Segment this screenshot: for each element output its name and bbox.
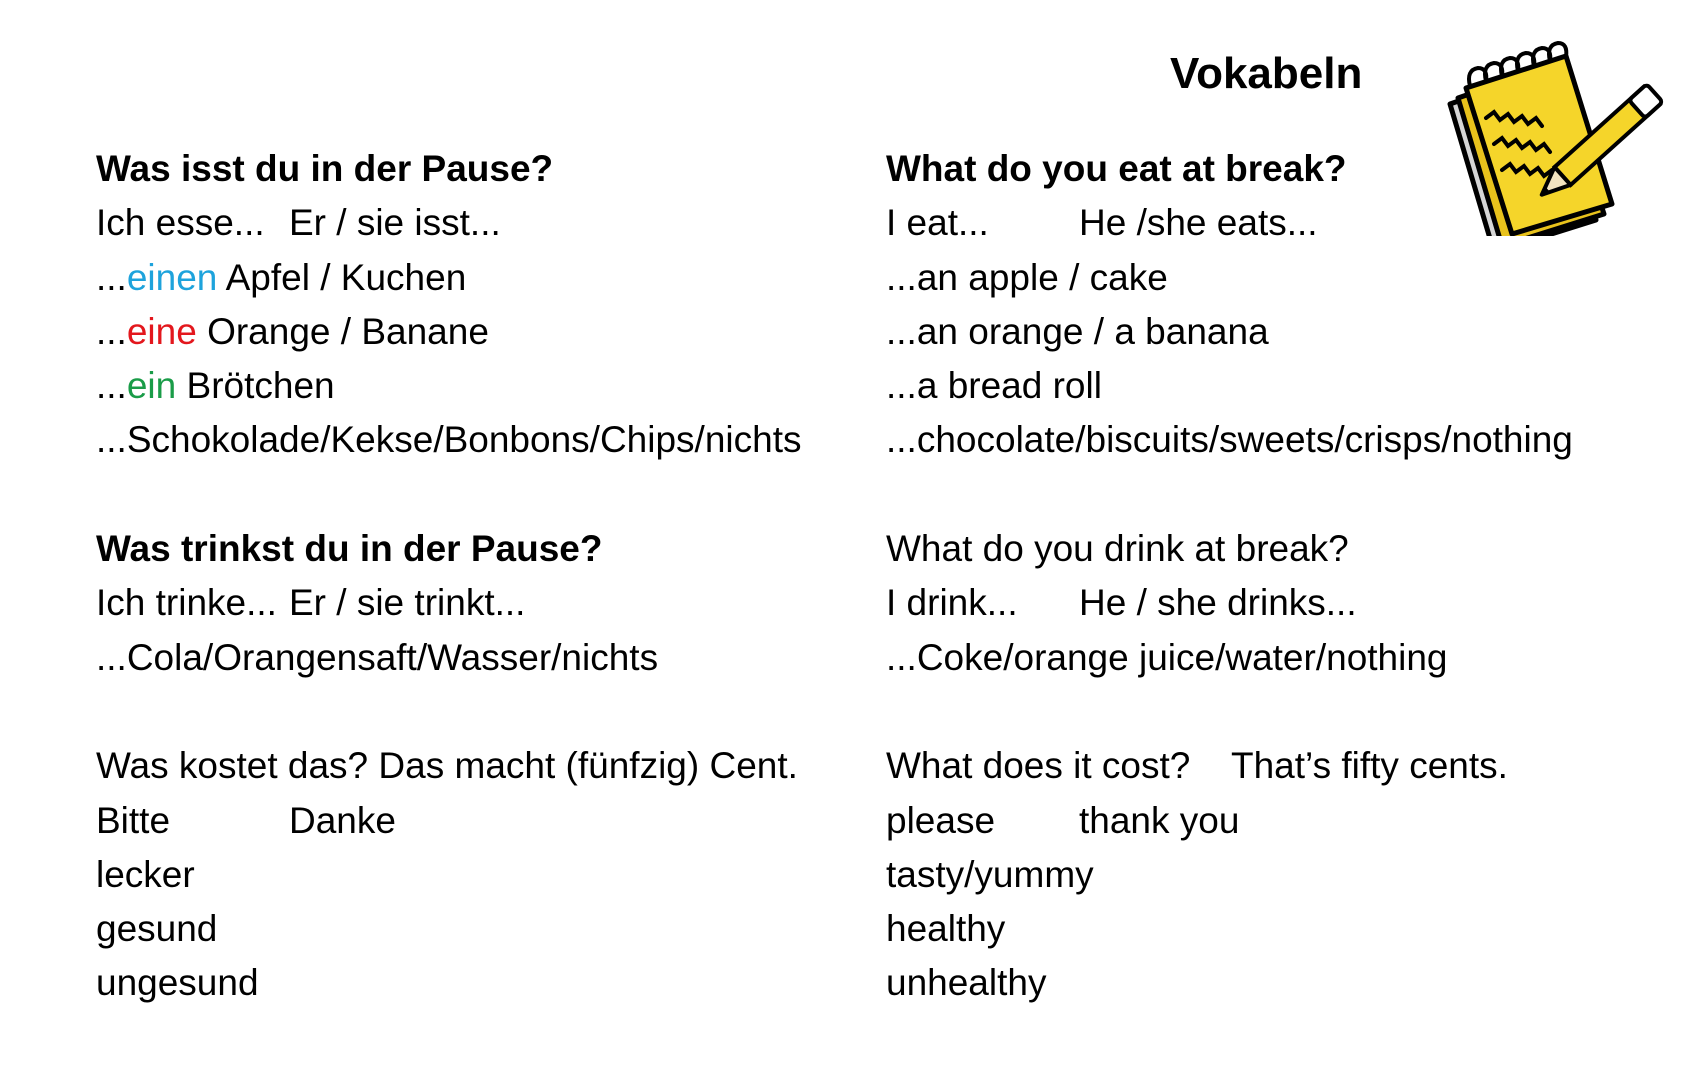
english-drink-forms: [886, 576, 1573, 630]
article-eine: eine: [126, 310, 197, 352]
german-drink-form-third: Er / sie trinkt...: [289, 582, 526, 624]
english-unhealthy: unhealthy: [886, 962, 1047, 1004]
english-eat-form-first: I eat...: [886, 202, 989, 244]
german-ein-nouns: Brötchen: [176, 365, 335, 407]
english-orange: ...an orange / a banana: [886, 310, 1269, 352]
german-thanks: Danke: [289, 799, 396, 841]
german-please: Bitte: [96, 799, 171, 841]
english-eat-heading: What do you eat at break?: [886, 148, 1347, 189]
english-column: [886, 142, 1573, 1011]
german-tasty: lecker: [96, 853, 195, 895]
german-column: [96, 142, 801, 1011]
english-cost-line: [886, 739, 1573, 793]
english-drink-heading: What do you drink at break?: [886, 528, 1349, 570]
german-eat-heading: Was isst du in der Pause?: [96, 148, 554, 189]
article-einen: einen: [126, 256, 218, 298]
spacer: [96, 685, 801, 739]
german-eat-forms: [96, 196, 801, 250]
english-snacks: ...chocolate/biscuits/sweets/crisps/nothing: [886, 419, 1573, 461]
german-drinks: ...Cola/Orangensaft/Wasser/nichts: [96, 636, 659, 678]
german-drink-forms: [96, 576, 801, 630]
german-eat-form-third: Er / sie isst...: [289, 202, 501, 244]
german-eat-form-first: Ich esse...: [96, 202, 265, 244]
article-ein: ein: [126, 365, 177, 407]
german-unhealthy: ungesund: [96, 962, 259, 1004]
english-eat-form-third: He /she eats...: [1079, 202, 1318, 244]
german-politeness: [96, 794, 801, 848]
english-roll: ...a bread roll: [886, 365, 1102, 407]
german-drink-heading: Was trinkst du in der Pause?: [96, 528, 603, 570]
german-eine-line: [96, 305, 801, 359]
english-drink-form-third: He / she drinks...: [1079, 582, 1357, 624]
spacer: [886, 468, 1573, 522]
german-eine-nouns: Orange / Banane: [196, 310, 489, 352]
english-politeness: [886, 794, 1573, 848]
english-eat-forms: [886, 196, 1573, 250]
english-cost-answer: That’s fifty cents.: [1231, 745, 1508, 787]
german-einen-nouns: Apfel / Kuchen: [217, 256, 467, 298]
german-snacks: ...Schokolade/Kekse/Bonbons/Chips/nichts: [96, 419, 802, 461]
ellipsis: ...: [96, 256, 127, 298]
german-ein-line: [96, 359, 801, 413]
spacer: [96, 468, 801, 522]
english-apple: ...an apple / cake: [886, 256, 1168, 298]
spacer: [886, 685, 1573, 739]
english-healthy: healthy: [886, 908, 1006, 950]
english-please: please: [886, 799, 996, 841]
german-cost-question: Was kostet das?: [96, 745, 369, 787]
ellipsis: ...: [96, 310, 127, 352]
english-cost-question: What does it cost?: [886, 745, 1191, 787]
english-thanks: thank you: [1079, 799, 1240, 841]
german-cost-line: [96, 739, 801, 793]
english-drinks: ...Coke/orange juice/water/nothing: [886, 636, 1448, 678]
german-cost-answer: Das macht (fünfzig) Cent.: [378, 745, 798, 787]
page-title: Vokabeln: [1170, 49, 1363, 98]
english-tasty: tasty/yummy: [886, 853, 1094, 895]
ellipsis: ...: [96, 365, 127, 407]
english-drink-form-first: I drink...: [886, 582, 1018, 624]
german-einen-line: [96, 251, 801, 305]
german-drink-form-first: Ich trinke...: [96, 582, 277, 624]
german-healthy: gesund: [96, 908, 218, 950]
